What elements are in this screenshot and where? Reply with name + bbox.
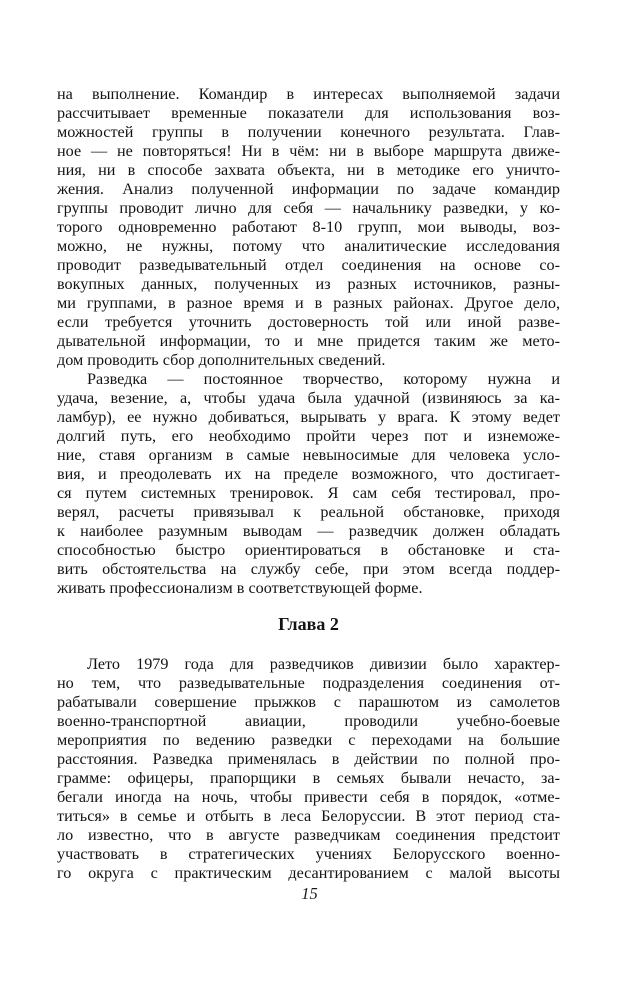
text-line: верял, расчеты привязывал к реальной обстановке, приходя: [57, 503, 560, 521]
text-line: го округа с практическим десантированием с малой высоты: [57, 864, 560, 882]
text-line: ламбур), ее нужно добиваться, вырывать у врага. К этому ведет: [57, 408, 560, 426]
text-line: вия, и преодолевать их на пределе возможного, что достигает-: [57, 465, 560, 483]
text-line: к наиболее разумным выводам — разведчик должен обладать: [57, 522, 560, 540]
text-line: ния, ни в способе захвата объекта, ни в методике его уничто-: [57, 161, 560, 179]
text-line: ло известно, что в августе разведчикам соединения предстоит: [57, 826, 560, 844]
text-line: рабатывали совершение прыжков с парашютом из самолетов: [57, 693, 560, 711]
text-line: титься» в семье и отбыть в леса Белоруссии. В этот период ста-: [57, 807, 560, 825]
text-line: грамме: офицеры, прапорщики в семьях бывали нечасто, за-: [57, 769, 560, 787]
text-line: расстояния. Разведка применялась в действии по полной про-: [57, 750, 560, 768]
text-line: мероприятия по ведению разведки с переходами на большие: [57, 731, 560, 749]
text-line: можностей группы в получении конечного результата. Глав-: [57, 123, 560, 141]
page-number: 15: [301, 884, 318, 903]
text-line: вить обстоятельства на службу себе, при этом всегда поддер-: [57, 560, 560, 578]
text-line: ми группами, в разное время и в разных районах. Другое дело,: [57, 294, 560, 312]
text-line: ся путем системных тренировок. Я сам себя тестировал, про-: [57, 484, 560, 502]
paragraph: [57, 370, 560, 598]
text-line: удача, везение, а, чтобы удача была удачной (извиняюсь за ка-: [57, 389, 560, 407]
text-line: живать профессионализм в соответствующей форме.: [57, 579, 423, 597]
text-line: можно, не нужны, потому что аналитические исследования: [57, 237, 560, 255]
text-line: жения. Анализ полученной информации по задаче командир: [57, 180, 560, 198]
chapter-heading: Глава 2: [278, 614, 339, 634]
text-line: если требуется уточнить достоверность той или иной разве-: [57, 313, 560, 331]
text-line: дом проводить сбор дополнительных сведений.: [57, 351, 386, 369]
text-line: ное — не повторяться! Ни в чём: ни в выборе маршрута движе-: [57, 142, 560, 160]
text-line: проводит разведывательный отдел соединения на основе со-: [57, 256, 560, 274]
text-line: на выполнение. Командир в интересах выполняемой задачи: [57, 85, 560, 103]
text-line: торого одновременно работают 8-10 групп, мои выводы, воз-: [57, 218, 560, 236]
text-line: способностью быстро ориентироваться в обстановке и ста-: [57, 541, 560, 559]
text-line: участвовать в стратегических учениях Белорусского военно-: [57, 845, 560, 863]
text-line: ние, ставя организм в самые невыносимые для человека усло-: [57, 446, 560, 464]
text-line: но тем, что разведывательные подразделения соединения от-: [57, 674, 560, 692]
paragraph: [57, 85, 560, 370]
text-line: Лето 1979 года для разведчиков дивизии было характер-: [87, 655, 560, 673]
text-line: долгий путь, его необходимо пройти через пот и изнеможе-: [57, 427, 560, 445]
page-text-block: [57, 85, 560, 883]
text-line: рассчитывает временные показатели для использования воз-: [57, 104, 560, 122]
text-line: бегали иногда на ночь, чтобы привести себя в порядок, «отме-: [57, 788, 560, 806]
paragraph: [57, 655, 560, 883]
text-line: вокупных данных, полученных из разных источников, разны-: [57, 275, 560, 293]
text-line: Разведка — постоянное творчество, которому нужна и: [87, 370, 560, 388]
text-line: военно-транспортной авиации, проводили учебно-боевые: [57, 712, 560, 730]
text-line: дывательной информации, то и мне придется таким же мето-: [57, 332, 560, 350]
text-line: группы проводит лично для себя — начальнику разведки, у ко-: [57, 199, 560, 217]
